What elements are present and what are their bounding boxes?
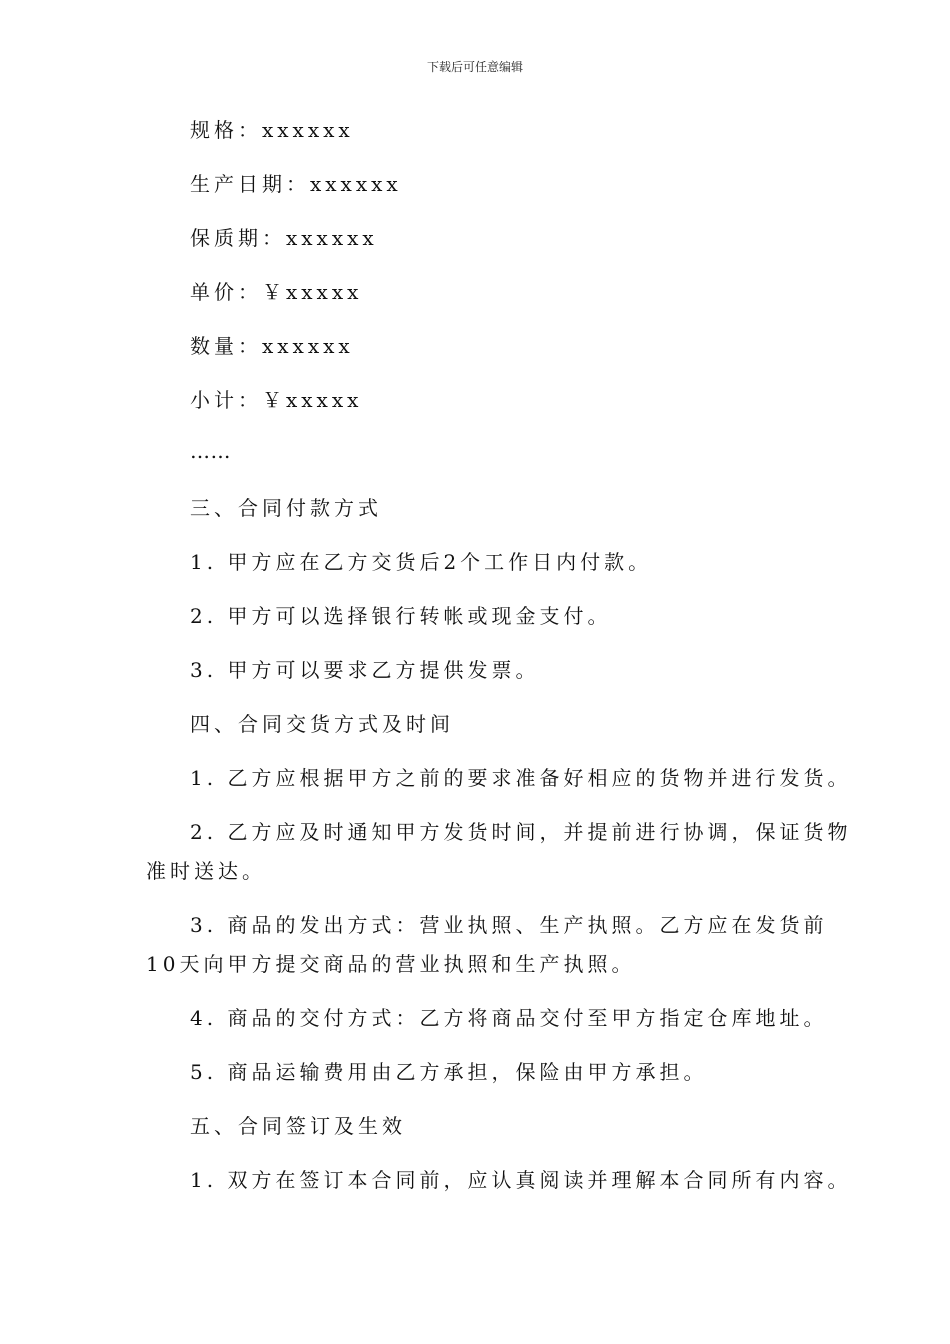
section-3-item-2: 2. 甲方可以选择银行转帐或现金支付。 (190, 604, 612, 628)
section-4-item-3-line-1: 3. 商品的发出方式：营业执照、生产执照。乙方应在发货前 (190, 913, 828, 937)
section-4-item-4: 4. 商品的交付方式：乙方将商品交付至甲方指定仓库地址。 (190, 1006, 828, 1030)
section-4-item-1: 1. 乙方应根据甲方之前的要求准备好相应的货物并进行发货。 (190, 766, 852, 790)
section-3-title: 三、合同付款方式 (190, 496, 382, 520)
shelf-life-line: 保质期：xxxxxx (190, 226, 378, 250)
section-4-title: 四、合同交货方式及时间 (190, 712, 454, 736)
ellipsis: …… (190, 439, 231, 463)
section-4-item-2-line-2: 准时送达。 (146, 859, 266, 883)
section-3-item-3: 3. 甲方可以要求乙方提供发票。 (190, 658, 540, 682)
quantity-line: 数量：xxxxxx (190, 334, 354, 358)
section-3-item-1: 1. 甲方应在乙方交货后2个工作日内付款。 (190, 550, 653, 574)
section-4-item-3-line-2: 10天向甲方提交商品的营业执照和生产执照。 (146, 952, 636, 976)
page-header-note: 下载后可任意编辑 (426, 60, 523, 74)
section-5-title: 五、合同签订及生效 (190, 1114, 406, 1138)
section-4-item-5: 5. 商品运输费用由乙方承担，保险由甲方承担。 (190, 1060, 708, 1084)
spec-line: 规格：xxxxxx (190, 118, 354, 142)
subtotal-line: 小计：￥xxxxx (190, 388, 363, 412)
section-5-item-1: 1. 双方在签订本合同前，应认真阅读并理解本合同所有内容。 (190, 1168, 852, 1192)
section-4-item-2-line-1: 2. 乙方应及时通知甲方发货时间，并提前进行协调，保证货物 (190, 820, 852, 844)
production-date-line: 生产日期：xxxxxx (190, 172, 402, 196)
unit-price-line: 单价：￥xxxxx (190, 280, 363, 304)
